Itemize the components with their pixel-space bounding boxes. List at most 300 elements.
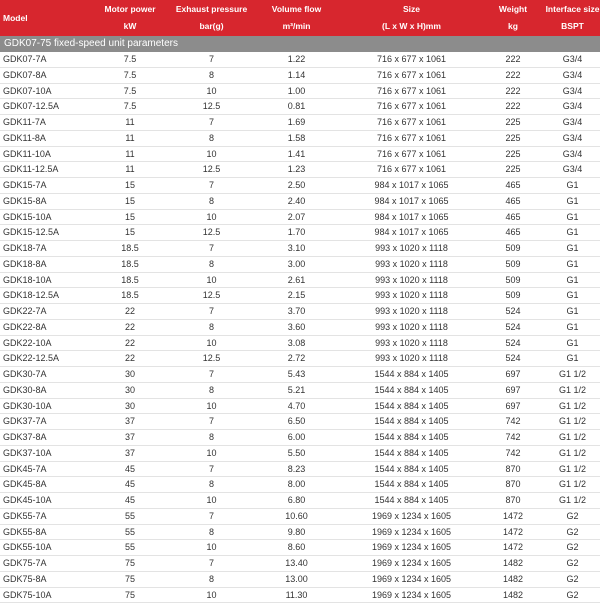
header-size bbox=[339, 0, 484, 36]
exhaust-pressure-cell: 7 bbox=[169, 304, 254, 320]
motor-power-cell: 30 bbox=[91, 398, 169, 414]
model-cell: GDK11-12.5A bbox=[0, 162, 91, 178]
weight-cell: 222 bbox=[484, 83, 542, 99]
exhaust-pressure-cell: 8 bbox=[169, 382, 254, 398]
model-cell: GDK11-10A bbox=[0, 146, 91, 162]
interface-size-cell: G1 bbox=[542, 225, 600, 241]
volume-flow-cell: 4.70 bbox=[254, 398, 339, 414]
table-row bbox=[0, 540, 600, 556]
interface-size-cell: G1 1/2 bbox=[542, 398, 600, 414]
size-cell: 1544 x 884 x 1405 bbox=[339, 414, 484, 430]
table-header-row bbox=[0, 0, 600, 36]
motor-power-cell: 11 bbox=[91, 115, 169, 131]
interface-size-cell: G2 bbox=[542, 587, 600, 603]
interface-size-cell: G3/4 bbox=[542, 67, 600, 83]
volume-flow-cell: 8.23 bbox=[254, 461, 339, 477]
exhaust-pressure-cell: 12.5 bbox=[169, 162, 254, 178]
motor-power-cell: 30 bbox=[91, 367, 169, 383]
size-cell: 716 x 677 x 1061 bbox=[339, 146, 484, 162]
volume-flow-cell: 5.21 bbox=[254, 382, 339, 398]
exhaust-pressure-cell: 8 bbox=[169, 193, 254, 209]
exhaust-pressure-cell: 10 bbox=[169, 272, 254, 288]
volume-flow-cell: 2.07 bbox=[254, 209, 339, 225]
exhaust-pressure-cell: 8 bbox=[169, 319, 254, 335]
size-cell: 984 x 1017 x 1065 bbox=[339, 225, 484, 241]
volume-flow-cell: 1.70 bbox=[254, 225, 339, 241]
volume-flow-cell: 2.72 bbox=[254, 351, 339, 367]
motor-power-cell: 18.5 bbox=[91, 272, 169, 288]
header-motor-power-unit: kW bbox=[123, 21, 137, 31]
model-cell: GDK18-7A bbox=[0, 241, 91, 257]
weight-cell: 1472 bbox=[484, 540, 542, 556]
model-cell: GDK15-10A bbox=[0, 209, 91, 225]
model-cell: GDK07-10A bbox=[0, 83, 91, 99]
volume-flow-cell: 5.50 bbox=[254, 445, 339, 461]
weight-cell: 524 bbox=[484, 335, 542, 351]
interface-size-cell: G1 bbox=[542, 209, 600, 225]
motor-power-cell: 18.5 bbox=[91, 241, 169, 257]
volume-flow-cell: 6.00 bbox=[254, 430, 339, 446]
exhaust-pressure-cell: 8 bbox=[169, 430, 254, 446]
interface-size-cell: G3/4 bbox=[542, 146, 600, 162]
volume-flow-cell: 13.00 bbox=[254, 571, 339, 587]
volume-flow-cell: 1.23 bbox=[254, 162, 339, 178]
weight-cell: 222 bbox=[484, 67, 542, 83]
motor-power-cell: 55 bbox=[91, 524, 169, 540]
model-cell: GDK75-7A bbox=[0, 556, 91, 572]
model-cell: GDK30-8A bbox=[0, 382, 91, 398]
table-row bbox=[0, 241, 600, 257]
exhaust-pressure-cell: 12.5 bbox=[169, 99, 254, 115]
volume-flow-cell: 13.40 bbox=[254, 556, 339, 572]
model-cell: GDK18-10A bbox=[0, 272, 91, 288]
interface-size-cell: G3/4 bbox=[542, 52, 600, 67]
weight-cell: 697 bbox=[484, 382, 542, 398]
model-cell: GDK11-7A bbox=[0, 115, 91, 131]
exhaust-pressure-cell: 8 bbox=[169, 571, 254, 587]
model-cell: GDK22-12.5A bbox=[0, 351, 91, 367]
motor-power-cell: 7.5 bbox=[91, 99, 169, 115]
model-cell: GDK22-10A bbox=[0, 335, 91, 351]
table-row bbox=[0, 209, 600, 225]
size-cell: 716 x 677 x 1061 bbox=[339, 52, 484, 67]
exhaust-pressure-cell: 10 bbox=[169, 335, 254, 351]
model-cell: GDK55-8A bbox=[0, 524, 91, 540]
volume-flow-cell: 2.40 bbox=[254, 193, 339, 209]
size-cell: 716 x 677 x 1061 bbox=[339, 162, 484, 178]
size-cell: 1969 x 1234 x 1605 bbox=[339, 508, 484, 524]
table-row bbox=[0, 335, 600, 351]
size-cell: 716 x 677 x 1061 bbox=[339, 67, 484, 83]
header-exhaust-pressure-unit: bar(g) bbox=[199, 21, 224, 31]
model-cell: GDK30-10A bbox=[0, 398, 91, 414]
size-cell: 993 x 1020 x 1118 bbox=[339, 256, 484, 272]
header-exhaust-pressure bbox=[169, 0, 254, 36]
motor-power-cell: 11 bbox=[91, 162, 169, 178]
weight-cell: 509 bbox=[484, 288, 542, 304]
size-cell: 1969 x 1234 x 1605 bbox=[339, 587, 484, 603]
weight-cell: 870 bbox=[484, 477, 542, 493]
weight-cell: 697 bbox=[484, 398, 542, 414]
exhaust-pressure-cell: 7 bbox=[169, 178, 254, 194]
motor-power-cell: 22 bbox=[91, 304, 169, 320]
exhaust-pressure-cell: 10 bbox=[169, 493, 254, 509]
motor-power-cell: 45 bbox=[91, 461, 169, 477]
interface-size-cell: G1 1/2 bbox=[542, 414, 600, 430]
weight-cell: 509 bbox=[484, 256, 542, 272]
volume-flow-cell: 3.08 bbox=[254, 335, 339, 351]
motor-power-cell: 22 bbox=[91, 351, 169, 367]
exhaust-pressure-cell: 7 bbox=[169, 556, 254, 572]
motor-power-cell: 37 bbox=[91, 445, 169, 461]
motor-power-cell: 7.5 bbox=[91, 83, 169, 99]
exhaust-pressure-cell: 10 bbox=[169, 209, 254, 225]
size-cell: 1544 x 884 x 1405 bbox=[339, 382, 484, 398]
motor-power-cell: 11 bbox=[91, 130, 169, 146]
weight-cell: 509 bbox=[484, 272, 542, 288]
table-row bbox=[0, 288, 600, 304]
model-cell: GDK18-12.5A bbox=[0, 288, 91, 304]
weight-cell: 524 bbox=[484, 304, 542, 320]
interface-size-cell: G2 bbox=[542, 556, 600, 572]
volume-flow-cell: 11.30 bbox=[254, 587, 339, 603]
table-row bbox=[0, 477, 600, 493]
weight-cell: 225 bbox=[484, 130, 542, 146]
header-weight bbox=[484, 0, 542, 36]
volume-flow-cell: 2.50 bbox=[254, 178, 339, 194]
interface-size-cell: G1 bbox=[542, 178, 600, 194]
size-cell: 1969 x 1234 x 1605 bbox=[339, 524, 484, 540]
section-title-row bbox=[0, 36, 600, 52]
exhaust-pressure-cell: 10 bbox=[169, 398, 254, 414]
motor-power-cell: 75 bbox=[91, 556, 169, 572]
interface-size-cell: G1 bbox=[542, 304, 600, 320]
weight-cell: 742 bbox=[484, 430, 542, 446]
volume-flow-cell: 1.14 bbox=[254, 67, 339, 83]
volume-flow-cell: 3.60 bbox=[254, 319, 339, 335]
motor-power-cell: 45 bbox=[91, 477, 169, 493]
interface-size-cell: G1 1/2 bbox=[542, 493, 600, 509]
table-row bbox=[0, 304, 600, 320]
weight-cell: 509 bbox=[484, 241, 542, 257]
size-cell: 1544 x 884 x 1405 bbox=[339, 445, 484, 461]
exhaust-pressure-cell: 7 bbox=[169, 52, 254, 67]
weight-cell: 1472 bbox=[484, 508, 542, 524]
exhaust-pressure-cell: 8 bbox=[169, 130, 254, 146]
size-cell: 716 x 677 x 1061 bbox=[339, 83, 484, 99]
header-volume-flow bbox=[254, 0, 339, 36]
size-cell: 716 x 677 x 1061 bbox=[339, 115, 484, 131]
volume-flow-cell: 3.70 bbox=[254, 304, 339, 320]
model-cell: GDK75-8A bbox=[0, 571, 91, 587]
size-cell: 716 x 677 x 1061 bbox=[339, 99, 484, 115]
table-row bbox=[0, 587, 600, 603]
table-row bbox=[0, 130, 600, 146]
table-row bbox=[0, 493, 600, 509]
interface-size-cell: G1 bbox=[542, 272, 600, 288]
motor-power-cell: 7.5 bbox=[91, 52, 169, 67]
size-cell: 993 x 1020 x 1118 bbox=[339, 335, 484, 351]
volume-flow-cell: 9.80 bbox=[254, 524, 339, 540]
exhaust-pressure-cell: 10 bbox=[169, 445, 254, 461]
weight-cell: 222 bbox=[484, 52, 542, 67]
motor-power-cell: 7.5 bbox=[91, 67, 169, 83]
model-cell: GDK15-8A bbox=[0, 193, 91, 209]
table-row bbox=[0, 508, 600, 524]
size-cell: 984 x 1017 x 1065 bbox=[339, 209, 484, 225]
table-row bbox=[0, 556, 600, 572]
volume-flow-cell: 1.58 bbox=[254, 130, 339, 146]
exhaust-pressure-cell: 12.5 bbox=[169, 225, 254, 241]
header-interface-size-unit: BSPT bbox=[561, 21, 584, 31]
model-cell: GDK18-8A bbox=[0, 256, 91, 272]
interface-size-cell: G3/4 bbox=[542, 162, 600, 178]
size-cell: 984 x 1017 x 1065 bbox=[339, 178, 484, 194]
exhaust-pressure-cell: 7 bbox=[169, 241, 254, 257]
volume-flow-cell: 1.41 bbox=[254, 146, 339, 162]
size-cell: 716 x 677 x 1061 bbox=[339, 130, 484, 146]
header-motor-power-label: Motor power bbox=[104, 4, 156, 14]
motor-power-cell: 15 bbox=[91, 178, 169, 194]
volume-flow-cell: 8.60 bbox=[254, 540, 339, 556]
model-cell: GDK22-8A bbox=[0, 319, 91, 335]
weight-cell: 465 bbox=[484, 178, 542, 194]
exhaust-pressure-cell: 7 bbox=[169, 367, 254, 383]
motor-power-cell: 30 bbox=[91, 382, 169, 398]
interface-size-cell: G2 bbox=[542, 524, 600, 540]
header-motor-power bbox=[91, 0, 169, 36]
model-cell: GDK07-7A bbox=[0, 52, 91, 67]
weight-cell: 1482 bbox=[484, 556, 542, 572]
table-row bbox=[0, 52, 600, 67]
model-cell: GDK37-7A bbox=[0, 414, 91, 430]
size-cell: 993 x 1020 x 1118 bbox=[339, 288, 484, 304]
weight-cell: 524 bbox=[484, 319, 542, 335]
motor-power-cell: 22 bbox=[91, 335, 169, 351]
volume-flow-cell: 2.61 bbox=[254, 272, 339, 288]
interface-size-cell: G1 bbox=[542, 351, 600, 367]
size-cell: 993 x 1020 x 1118 bbox=[339, 304, 484, 320]
interface-size-cell: G2 bbox=[542, 540, 600, 556]
motor-power-cell: 45 bbox=[91, 493, 169, 509]
volume-flow-cell: 8.00 bbox=[254, 477, 339, 493]
model-cell: GDK30-7A bbox=[0, 367, 91, 383]
exhaust-pressure-cell: 7 bbox=[169, 508, 254, 524]
model-cell: GDK55-7A bbox=[0, 508, 91, 524]
table-row bbox=[0, 398, 600, 414]
weight-cell: 524 bbox=[484, 351, 542, 367]
table-row bbox=[0, 382, 600, 398]
volume-flow-cell: 1.69 bbox=[254, 115, 339, 131]
weight-cell: 465 bbox=[484, 209, 542, 225]
interface-size-cell: G1 1/2 bbox=[542, 367, 600, 383]
size-cell: 993 x 1020 x 1118 bbox=[339, 241, 484, 257]
table-row bbox=[0, 67, 600, 83]
table-row bbox=[0, 461, 600, 477]
table-row bbox=[0, 99, 600, 115]
model-cell: GDK75-10A bbox=[0, 587, 91, 603]
table-row bbox=[0, 83, 600, 99]
exhaust-pressure-cell: 7 bbox=[169, 115, 254, 131]
volume-flow-cell: 5.43 bbox=[254, 367, 339, 383]
motor-power-cell: 55 bbox=[91, 508, 169, 524]
weight-cell: 1472 bbox=[484, 524, 542, 540]
volume-flow-cell: 3.00 bbox=[254, 256, 339, 272]
weight-cell: 1482 bbox=[484, 587, 542, 603]
volume-flow-cell: 6.50 bbox=[254, 414, 339, 430]
header-interface-size bbox=[542, 0, 600, 36]
interface-size-cell: G3/4 bbox=[542, 130, 600, 146]
interface-size-cell: G1 bbox=[542, 256, 600, 272]
weight-cell: 1482 bbox=[484, 571, 542, 587]
interface-size-cell: G1 1/2 bbox=[542, 430, 600, 446]
exhaust-pressure-cell: 10 bbox=[169, 146, 254, 162]
table-row bbox=[0, 146, 600, 162]
exhaust-pressure-cell: 12.5 bbox=[169, 288, 254, 304]
exhaust-pressure-cell: 12.5 bbox=[169, 351, 254, 367]
interface-size-cell: G1 bbox=[542, 241, 600, 257]
weight-cell: 225 bbox=[484, 146, 542, 162]
model-cell: GDK15-7A bbox=[0, 178, 91, 194]
header-weight-unit: kg bbox=[508, 21, 518, 31]
weight-cell: 742 bbox=[484, 414, 542, 430]
volume-flow-cell: 10.60 bbox=[254, 508, 339, 524]
model-cell: GDK45-8A bbox=[0, 477, 91, 493]
volume-flow-cell: 1.22 bbox=[254, 52, 339, 67]
interface-size-cell: G1 1/2 bbox=[542, 461, 600, 477]
motor-power-cell: 15 bbox=[91, 209, 169, 225]
table-row bbox=[0, 178, 600, 194]
header-model-label: Model bbox=[3, 12, 28, 23]
model-cell: GDK07-12.5A bbox=[0, 99, 91, 115]
model-cell: GDK37-8A bbox=[0, 430, 91, 446]
motor-power-cell: 15 bbox=[91, 225, 169, 241]
size-cell: 1544 x 884 x 1405 bbox=[339, 398, 484, 414]
section-title: GDK07-75 fixed-speed unit parameters bbox=[0, 36, 600, 52]
size-cell: 993 x 1020 x 1118 bbox=[339, 351, 484, 367]
size-cell: 1969 x 1234 x 1605 bbox=[339, 540, 484, 556]
table-row bbox=[0, 319, 600, 335]
model-cell: GDK45-10A bbox=[0, 493, 91, 509]
header-interface-size-label: Interface size bbox=[545, 4, 600, 14]
motor-power-cell: 55 bbox=[91, 540, 169, 556]
weight-cell: 225 bbox=[484, 162, 542, 178]
model-cell: GDK55-10A bbox=[0, 540, 91, 556]
size-cell: 1544 x 884 x 1405 bbox=[339, 493, 484, 509]
model-cell: GDK37-10A bbox=[0, 445, 91, 461]
table-row bbox=[0, 225, 600, 241]
volume-flow-cell: 2.15 bbox=[254, 288, 339, 304]
model-cell: GDK45-7A bbox=[0, 461, 91, 477]
interface-size-cell: G1 bbox=[542, 319, 600, 335]
table-row bbox=[0, 115, 600, 131]
header-exhaust-pressure-label: Exhaust pressure bbox=[175, 4, 248, 14]
table-row bbox=[0, 351, 600, 367]
header-weight-label: Weight bbox=[498, 4, 528, 14]
model-cell: GDK07-8A bbox=[0, 67, 91, 83]
weight-cell: 870 bbox=[484, 461, 542, 477]
exhaust-pressure-cell: 10 bbox=[169, 83, 254, 99]
table-row bbox=[0, 162, 600, 178]
weight-cell: 465 bbox=[484, 225, 542, 241]
interface-size-cell: G1 1/2 bbox=[542, 445, 600, 461]
size-cell: 1544 x 884 x 1405 bbox=[339, 367, 484, 383]
table-row bbox=[0, 571, 600, 587]
motor-power-cell: 75 bbox=[91, 587, 169, 603]
weight-cell: 742 bbox=[484, 445, 542, 461]
interface-size-cell: G1 1/2 bbox=[542, 382, 600, 398]
exhaust-pressure-cell: 10 bbox=[169, 540, 254, 556]
table-row bbox=[0, 414, 600, 430]
interface-size-cell: G2 bbox=[542, 508, 600, 524]
header-volume-flow-label: Volume flow bbox=[271, 4, 322, 14]
motor-power-cell: 15 bbox=[91, 193, 169, 209]
header-model bbox=[0, 0, 91, 36]
motor-power-cell: 18.5 bbox=[91, 288, 169, 304]
interface-size-cell: G1 bbox=[542, 335, 600, 351]
exhaust-pressure-cell: 7 bbox=[169, 461, 254, 477]
size-cell: 1544 x 884 x 1405 bbox=[339, 477, 484, 493]
size-cell: 993 x 1020 x 1118 bbox=[339, 319, 484, 335]
table-row bbox=[0, 367, 600, 383]
interface-size-cell: G3/4 bbox=[542, 115, 600, 131]
volume-flow-cell: 0.81 bbox=[254, 99, 339, 115]
exhaust-pressure-cell: 8 bbox=[169, 524, 254, 540]
volume-flow-cell: 6.80 bbox=[254, 493, 339, 509]
weight-cell: 870 bbox=[484, 493, 542, 509]
weight-cell: 697 bbox=[484, 367, 542, 383]
weight-cell: 225 bbox=[484, 115, 542, 131]
volume-flow-cell: 1.00 bbox=[254, 83, 339, 99]
header-volume-flow-unit: m³/min bbox=[282, 21, 311, 31]
motor-power-cell: 37 bbox=[91, 430, 169, 446]
size-cell: 993 x 1020 x 1118 bbox=[339, 272, 484, 288]
volume-flow-cell: 3.10 bbox=[254, 241, 339, 257]
interface-size-cell: G2 bbox=[542, 571, 600, 587]
size-cell: 984 x 1017 x 1065 bbox=[339, 193, 484, 209]
exhaust-pressure-cell: 10 bbox=[169, 587, 254, 603]
exhaust-pressure-cell: 8 bbox=[169, 256, 254, 272]
interface-size-cell: G3/4 bbox=[542, 83, 600, 99]
header-size-label: Size bbox=[402, 4, 420, 14]
table-row bbox=[0, 445, 600, 461]
table-row bbox=[0, 193, 600, 209]
size-cell: 1969 x 1234 x 1605 bbox=[339, 571, 484, 587]
exhaust-pressure-cell: 8 bbox=[169, 477, 254, 493]
table-row bbox=[0, 272, 600, 288]
table-row bbox=[0, 430, 600, 446]
exhaust-pressure-cell: 7 bbox=[169, 414, 254, 430]
motor-power-cell: 75 bbox=[91, 571, 169, 587]
interface-size-cell: G3/4 bbox=[542, 99, 600, 115]
table-row bbox=[0, 524, 600, 540]
header-size-unit: (L x W x H)mm bbox=[382, 21, 441, 31]
interface-size-cell: G1 bbox=[542, 288, 600, 304]
model-cell: GDK15-12.5A bbox=[0, 225, 91, 241]
size-cell: 1544 x 884 x 1405 bbox=[339, 461, 484, 477]
size-cell: 1969 x 1234 x 1605 bbox=[339, 556, 484, 572]
motor-power-cell: 18.5 bbox=[91, 256, 169, 272]
exhaust-pressure-cell: 8 bbox=[169, 67, 254, 83]
model-cell: GDK22-7A bbox=[0, 304, 91, 320]
interface-size-cell: G1 bbox=[542, 193, 600, 209]
table-row bbox=[0, 256, 600, 272]
weight-cell: 465 bbox=[484, 193, 542, 209]
model-cell: GDK11-8A bbox=[0, 130, 91, 146]
weight-cell: 222 bbox=[484, 99, 542, 115]
size-cell: 1544 x 884 x 1405 bbox=[339, 430, 484, 446]
motor-power-cell: 22 bbox=[91, 319, 169, 335]
